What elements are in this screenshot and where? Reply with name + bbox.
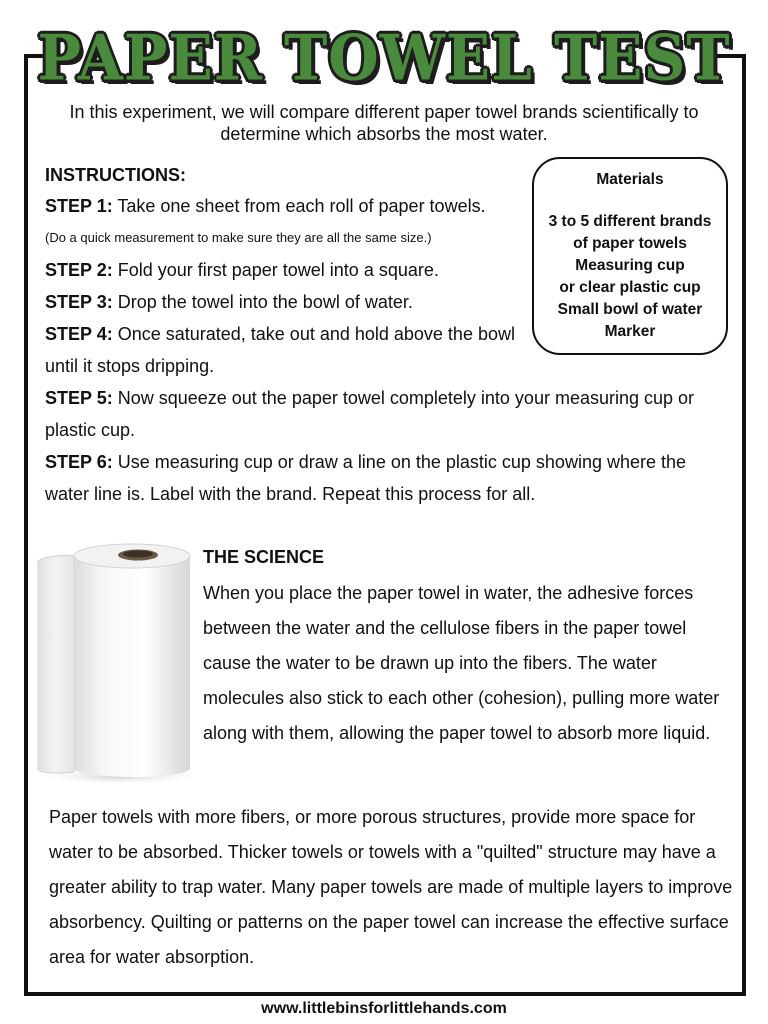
instructions-heading: INSTRUCTIONS:	[45, 165, 186, 185]
materials-item: Small bowl of water	[557, 301, 703, 318]
step-label: STEP 6:	[45, 452, 113, 472]
website-url: www.littlebinsforlittlehands.com	[261, 1000, 507, 1017]
materials-item: or clear plastic cup	[559, 279, 701, 296]
step-text: Now squeeze out the paper towel completely into your measuring cup or plastic cup.	[45, 388, 695, 440]
step-5	[45, 382, 735, 446]
step-text: Fold your first paper towel into a square.	[112, 260, 439, 280]
step-label: STEP 4:	[45, 324, 113, 344]
science-more: Paper towels with more fibers, or more porous structures, provide more space for water to be absorbed. Thicker towels or towels with a "quilted" structure may have a greater ability to trap water. Many paper towels are made of multiple layers to improve absorbency. Quilting or patterns on the paper towel can increase the effective surface area for water absorption.	[49, 807, 733, 967]
intro-text: In this experiment, we will compare different paper towel brands scientifically to determine which absorbs the most water.	[69, 102, 699, 144]
materials-item: 3 to 5 different brands	[548, 213, 712, 230]
materials-title: Materials	[596, 171, 664, 188]
step-text: Once saturated, take out and hold above the bowl until it stops dripping.	[45, 324, 515, 376]
step-label: STEP 3:	[45, 292, 113, 312]
step-4	[45, 318, 525, 382]
frame-bottom	[24, 992, 746, 996]
materials-box	[532, 157, 728, 355]
step-3	[45, 286, 525, 318]
materials-item: Marker	[604, 323, 656, 340]
step-1	[45, 190, 525, 222]
materials-item: Measuring cup	[575, 257, 685, 274]
step-text: Use measuring cup or draw a line on the plastic cup showing where the water line is. Label with the brand. Repeat this process for all.	[45, 452, 687, 504]
step-label: STEP 2:	[45, 260, 113, 280]
page-title: PAPER TOWEL TEST	[37, 21, 731, 95]
science-body: When you place the paper towel in water, the adhesive forces between the water and the cellulose fibers in the paper towel cause the water to be drawn up into the fibers. The water molecules also stick to each other (cohesion), pulling more water along with them, allowing the paper towel to absorb more liquid.	[203, 583, 720, 743]
size-note: (Do a quick measurement to make sure they are all the same size.)	[45, 230, 432, 245]
step-label: STEP 1:	[45, 196, 113, 216]
materials-item: of paper towels	[573, 235, 687, 252]
step-text: Drop the towel into the bowl of water.	[112, 292, 413, 312]
frame-right	[742, 54, 746, 996]
step-label: STEP 5:	[45, 388, 113, 408]
science-heading: THE SCIENCE	[203, 547, 325, 567]
step-text: Take one sheet from each roll of paper towels.	[112, 196, 486, 216]
step-6	[45, 446, 735, 510]
paper-towel-roll-icon	[30, 540, 200, 785]
frame-left	[24, 54, 28, 996]
step-2	[45, 254, 525, 286]
